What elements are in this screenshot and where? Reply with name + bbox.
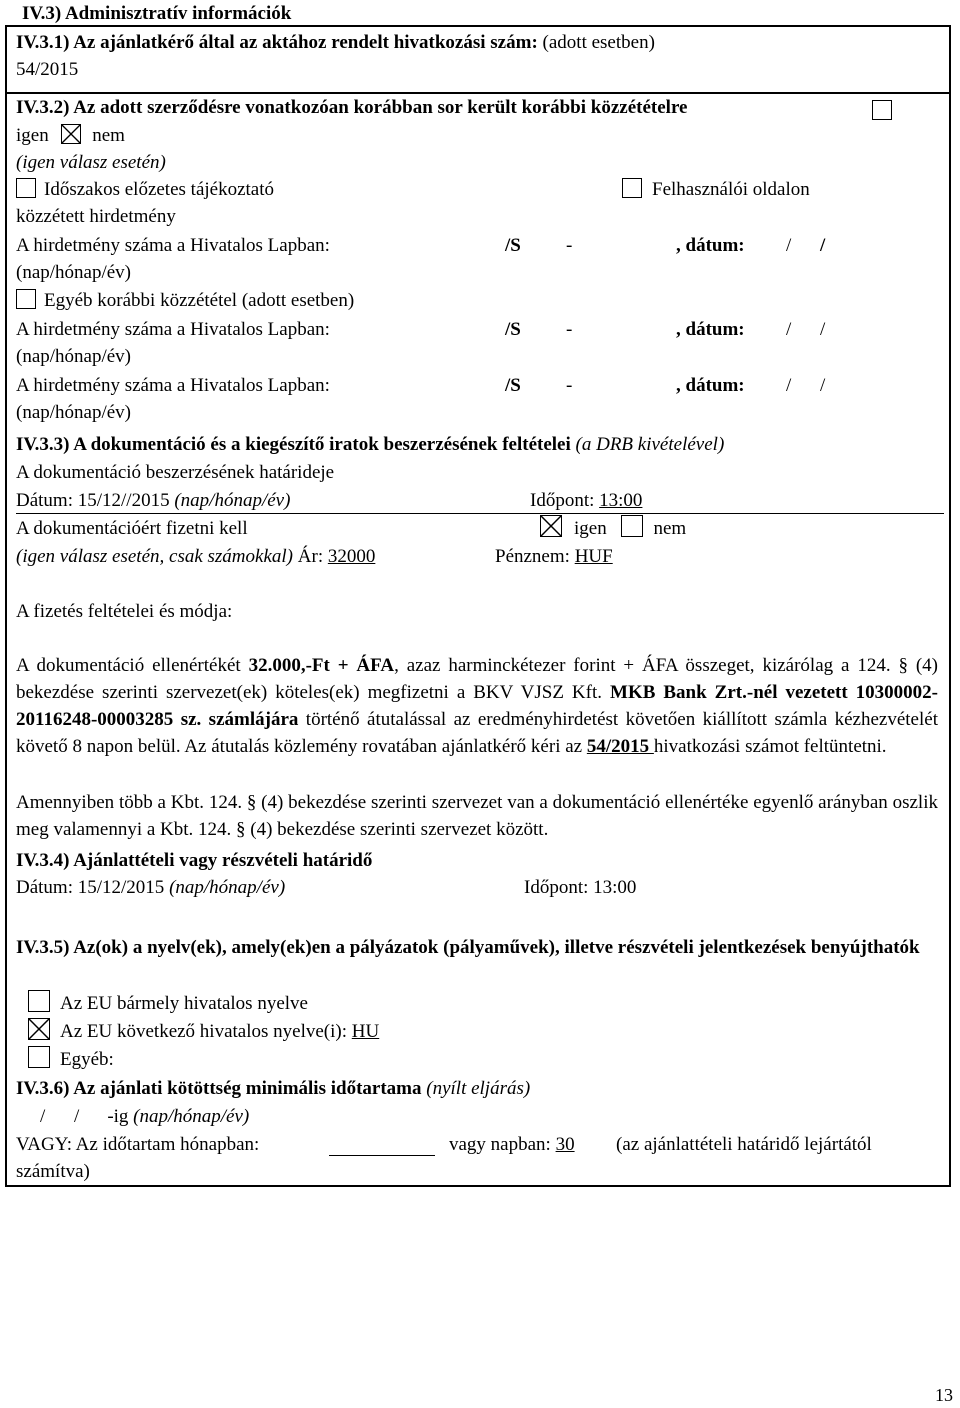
- other-checkbox[interactable]: [16, 289, 36, 309]
- option-other: Egyéb korábbi közzététel (adott esetben): [16, 287, 354, 314]
- currency-row: Pénznem: HUF: [495, 546, 613, 567]
- conditional-note: (igen válasz esetén): [16, 152, 166, 173]
- ref-label-1: A hirdetmény száma a Hivatalos Lapban:: [16, 235, 330, 256]
- language-other-checkbox[interactable]: [28, 1046, 50, 1068]
- ref-s-3: /S: [505, 375, 521, 396]
- ref-date-3: , dátum:: [676, 375, 745, 396]
- payment-nem-checkbox[interactable]: [621, 515, 643, 537]
- tender-deadline-date: Dátum: 15/12/2015 (nap/hónap/év): [16, 877, 286, 898]
- date-format-3: (nap/hónap/év): [16, 402, 132, 423]
- ref-slash-3b: /: [820, 375, 826, 396]
- ref-dash-2: -: [566, 319, 573, 340]
- ref-number-heading: IV.3.1) Az ajánlatkérő által az aktához rendelt hivatkozási szám: (adott esetben): [16, 32, 655, 53]
- payment-igen-checkbox[interactable]: [540, 515, 562, 537]
- payment-required-answer: [540, 515, 686, 542]
- ref-s-2: /S: [505, 319, 521, 340]
- payment-terms-text-2: Amennyiben több a Kbt. 124. § (4) bekezdése szerinti szervezet van a dokumentáció ellenértéke egyenlő arányban oszlik meg valamennyi a Kbt. 124. § (4) bekezdése szerinti szervezet között.: [16, 792, 938, 840]
- payment-igen-label: igen: [574, 518, 607, 539]
- page-number: 13: [935, 1385, 953, 1405]
- option-periodic: Időszakos előzetes tájékoztató: [16, 176, 274, 203]
- ref-slash-1a: /: [786, 235, 792, 256]
- tender-deadline-heading: IV.3.4) Ajánlattételi vagy részvételi határidő: [16, 850, 373, 871]
- ref-label-2: A hirdetmény száma a Hivatalos Lapban:: [16, 319, 330, 340]
- price-row: (igen válasz esetén, csak számokkal) Ár: 32000: [16, 546, 376, 567]
- documentation-date: Dátum: 15/12//2015 (nap/hónap/év): [16, 490, 291, 511]
- validity-date: / / -ig (nap/hónap/év): [40, 1106, 250, 1127]
- prior-publication-checkbox[interactable]: [872, 100, 892, 120]
- payment-terms-text: A dokumentáció ellenértékét 32.000,-Ft + ÁFA, azaz harminckétezer forint + ÁFA összeget, kizárólag a 124. § (4) bekezdése szerinti szervezet(ek) köteles(ek) megfizetni a BKV VJSZ Kft. MKB Bank Zrt.-nél vezetett 10300002-20116248-00003285 sz. számlájára történő átutalással az eredményhirdetést követően kiállított számla kézhezvételét követő 8 napon belül. Az átutalás közlemény rovatában ajánlatkérő kéri az 54/2015 hivatkozási számot feltüntetni.: [16, 655, 938, 757]
- language-option-any: Az EU bármely hivatalos nyelve: [28, 990, 308, 1017]
- ref-label-3: A hirdetmény száma a Hivatalos Lapban:: [16, 375, 330, 396]
- validity-heading: IV.3.6) Az ajánlati kötöttség minimális időtartama (nyílt eljárás): [16, 1078, 531, 1099]
- ref-date-2: , dátum:: [676, 319, 745, 340]
- payment-required-label: A dokumentációért fizetni kell: [16, 518, 248, 539]
- ref-slash-2b: /: [820, 319, 826, 340]
- option-buyer-profile: Felhasználói oldalon: [622, 176, 810, 203]
- ref-slash-3a: /: [786, 375, 792, 396]
- languages-heading: IV.3.5) Az(ok) a nyelv(ek), amely(ek)en a pályázatok (pályaművek), illetve részvételi jelentkezések benyújthatók: [16, 937, 920, 958]
- ref-slash-1b: /: [820, 235, 826, 256]
- documentation-deadline: A dokumentáció beszerzésének határideje: [16, 462, 335, 483]
- igen-label: igen: [16, 125, 49, 146]
- validity-tail-text: (az ajánlattételi határidő lejártától számítva): [16, 1134, 872, 1182]
- section-title: IV.3) Adminisztratív információk: [22, 3, 292, 24]
- tender-deadline-time: Időpont: 13:00: [524, 877, 637, 898]
- prior-publication-heading: IV.3.2) Az adott szerződésre vonatkozóan korábban sor került korábbi közzétételre: [16, 97, 688, 118]
- ref-dash-1: -: [566, 235, 573, 256]
- documentation-time: Időpont: 13:00: [530, 490, 643, 511]
- date-format-2: (nap/hónap/év): [16, 346, 132, 367]
- payment-terms-label: A fizetés feltételei és módja:: [16, 601, 233, 622]
- ref-slash-2a: /: [786, 319, 792, 340]
- nem-label: nem: [92, 125, 125, 146]
- language-option-other: Egyéb:: [28, 1046, 114, 1073]
- ref-date-1: , dátum:: [676, 235, 745, 256]
- nem-checkbox[interactable]: [61, 124, 81, 144]
- prior-publication-answer: [16, 122, 125, 149]
- divider-line: [16, 513, 944, 514]
- ref-number-value: 54/2015: [16, 59, 79, 80]
- language-option-following: Az EU következő hivatalos nyelve(i): HU: [28, 1018, 379, 1045]
- validity-days: vagy napban: 30: [449, 1134, 575, 1155]
- documentation-heading: IV.3.3) A dokumentáció és a kiegészítő iratok beszerzésének feltételei (a DRB kivételével): [16, 434, 725, 455]
- ref-s-1: /S: [505, 235, 521, 256]
- ref-dash-3: -: [566, 375, 573, 396]
- language-any-checkbox[interactable]: [28, 990, 50, 1012]
- language-following-checkbox[interactable]: [28, 1018, 50, 1040]
- date-format-1: (nap/hónap/év): [16, 262, 132, 283]
- periodic-checkbox[interactable]: [16, 178, 36, 198]
- payment-nem-label: nem: [653, 518, 687, 539]
- option-periodic-cont: közzétett hirdetmény: [16, 206, 176, 227]
- validity-months: VAGY: Az időtartam hónapban:: [16, 1134, 260, 1155]
- buyer-profile-checkbox[interactable]: [622, 178, 642, 198]
